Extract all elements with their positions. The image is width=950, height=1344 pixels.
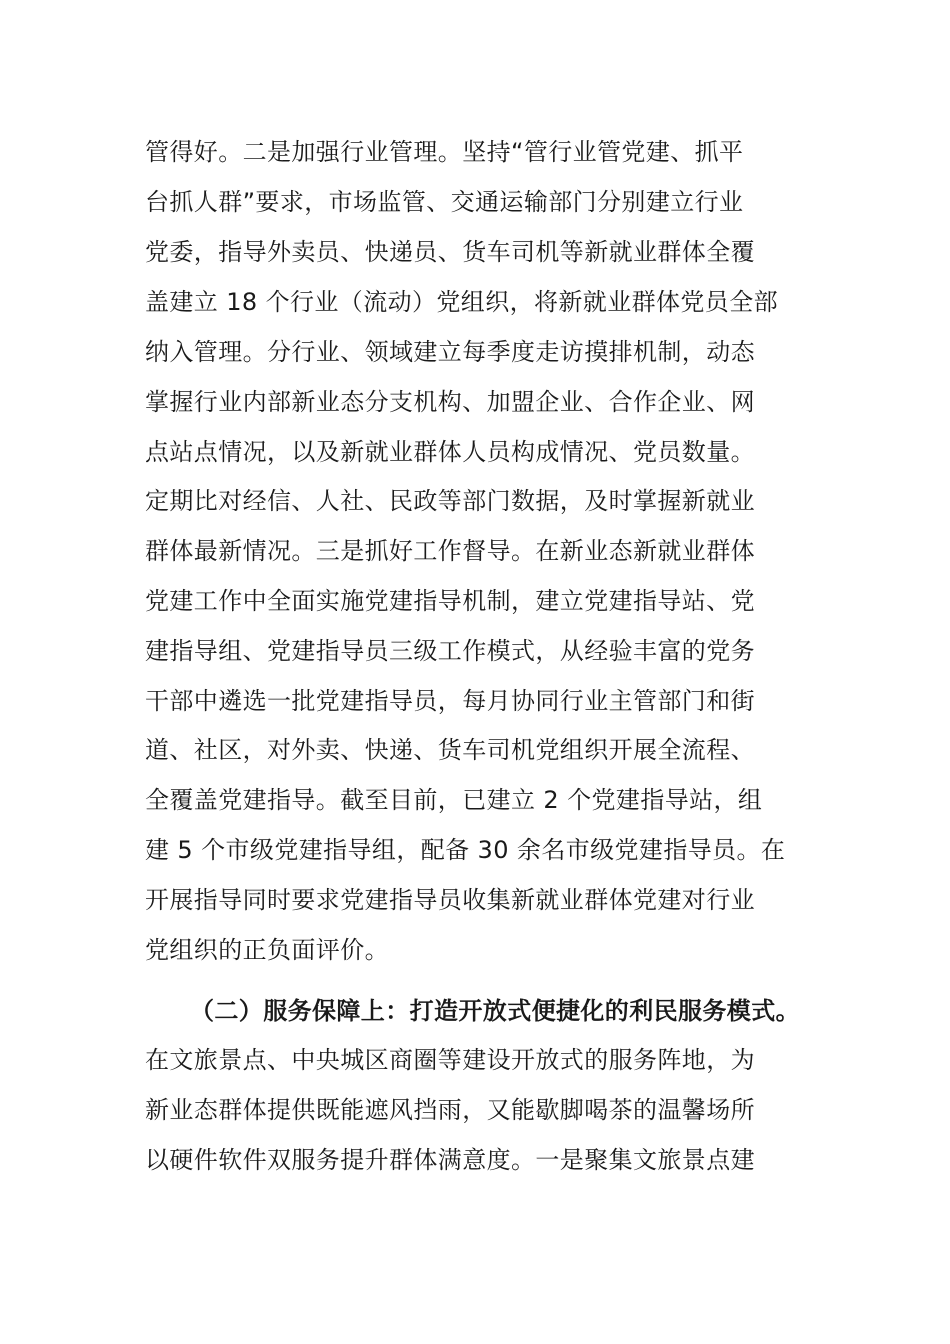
- paragraph-line: 盖建立 18 个行业（流动）党组织，将新就业群体党员全部: [145, 288, 778, 316]
- paragraph-line: 新业态群体提供既能遮风挡雨，又能歇脚喝茶的温馨场所: [145, 1096, 755, 1124]
- paragraph-line: 道、社区，对外卖、快递、货车司机党组织开展全流程、: [145, 736, 755, 764]
- paragraph-line: 点站点情况，以及新就业群体人员构成情况、党员数量。: [145, 438, 755, 466]
- paragraph-line: 干部中遴选一批党建指导员，每月协同行业主管部门和街: [145, 687, 755, 715]
- paragraph-line: 开展指导同时要求党建指导员收集新就业群体党建对行业: [145, 886, 755, 914]
- paragraph-line: 台抓人群”要求，市场监管、交通运输部门分别建立行业: [145, 188, 744, 216]
- paragraph-line: 建指导组、党建指导员三级工作模式，从经验丰富的党务: [145, 637, 755, 665]
- paragraph-line: 纳入管理。分行业、领域建立每季度走访摸排机制，动态: [145, 338, 755, 366]
- paragraph-line: 掌握行业内部新业态分支机构、加盟企业、合作企业、网: [145, 388, 755, 416]
- section-heading: （二）服务保障上：打造开放式便捷化的利民服务模式。: [190, 997, 800, 1025]
- paragraph-line: 建 5 个市级党建指导组，配备 30 余名市级党建指导员。在: [145, 836, 786, 864]
- paragraph-line: 定期比对经信、人社、民政等部门数据，及时掌握新就业: [145, 487, 755, 515]
- paragraph-line: 群体最新情况。三是抓好工作督导。在新业态新就业群体: [145, 537, 755, 565]
- paragraph-line: 管得好。二是加强行业管理。坚持“管行业管党建、抓平: [145, 138, 744, 166]
- paragraph-line: 党组织的正负面评价。: [145, 936, 389, 964]
- paragraph-line: 在文旅景点、中央城区商圈等建设开放式的服务阵地，为: [145, 1046, 755, 1074]
- paragraph-line: 以硬件软件双服务提升群体满意度。一是聚集文旅景点建: [145, 1146, 755, 1174]
- paragraph-line: 党委，指导外卖员、快递员、货车司机等新就业群体全覆: [145, 238, 755, 266]
- paragraph-line: 党建工作中全面实施党建指导机制，建立党建指导站、党: [145, 587, 755, 615]
- paragraph-line: 全覆盖党建指导。截至目前，已建立 2 个党建指导站，组: [145, 786, 763, 814]
